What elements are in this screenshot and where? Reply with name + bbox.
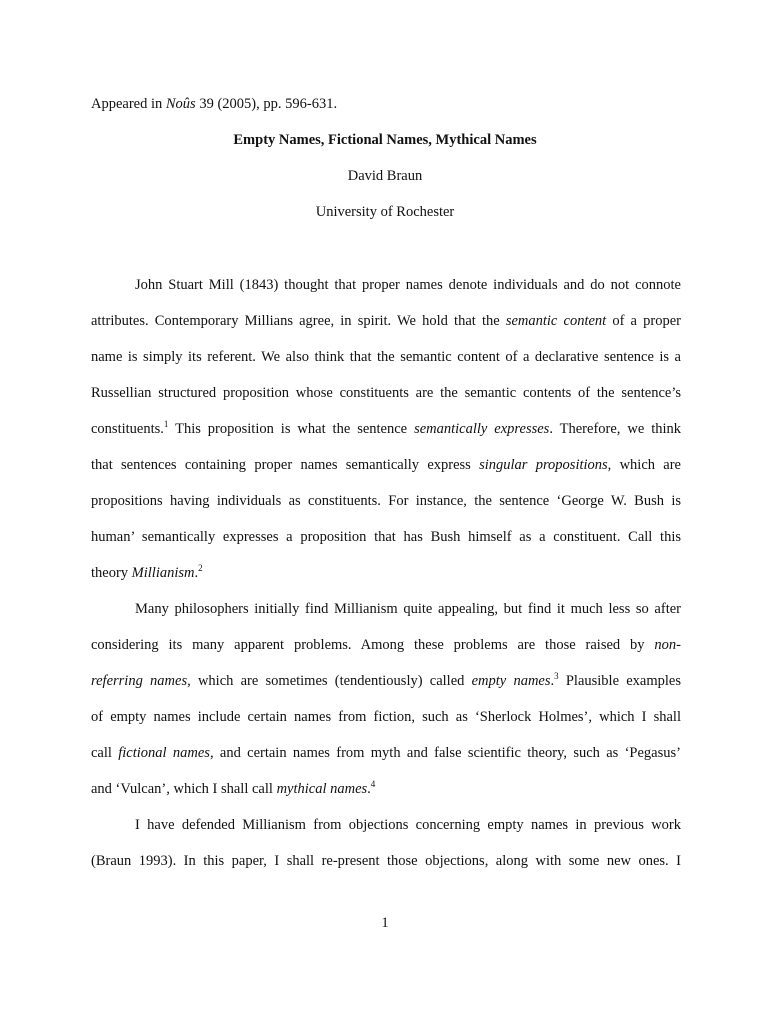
italic-term: Millianism <box>131 565 195 581</box>
text-run: , and certain names from myth and false scientific theory, such as ‘Pegasus’ <box>209 745 681 761</box>
journal-name: Noûs <box>165 96 196 112</box>
author-name: David Braun <box>347 168 423 184</box>
paper-title: Empty Names, Fictional Names, Mythical Names <box>233 132 537 148</box>
italic-term: semantically expresses <box>414 421 550 437</box>
footnote-ref-1[interactable]: 1 <box>163 419 169 429</box>
body-line-15 <box>91 780 681 798</box>
text-run: and ‘Vulcan’, which I shall call <box>91 781 277 797</box>
text-run: This proposition is what the sentence <box>168 421 415 437</box>
body-line-12 <box>91 672 681 690</box>
text-run: of a proper <box>606 313 681 329</box>
italic-term: semantic content <box>505 313 607 329</box>
body-line-8: human’ semantically expresses a proposition that has Bush himself as a constituent. Call this <box>91 529 681 545</box>
italic-term: non- <box>654 637 681 653</box>
body-line-16: I have defended Millianism from objections concerning empty names in previous work <box>135 817 681 833</box>
text-run: that sentences containing proper names semantically express <box>91 457 480 473</box>
text-run: theory <box>91 565 132 581</box>
citation-suffix: 39 (2005), pp. 596-631. <box>195 96 338 112</box>
text-run: , which are <box>607 457 681 473</box>
body-line-5 <box>91 420 681 438</box>
footnote-ref-2[interactable]: 2 <box>198 563 203 573</box>
text-run: attributes. Contemporary Millians agree, in spirit. We hold that the <box>91 313 506 329</box>
text-run: . Therefore, we think <box>549 421 682 437</box>
text-run: . <box>550 673 555 689</box>
body-line-10: Many philosophers initially find Millianism quite appealing, but find it much less so after <box>135 601 681 617</box>
author-affiliation: University of Rochester <box>315 204 455 220</box>
italic-term: empty names <box>471 673 551 689</box>
body-line-14 <box>91 744 681 762</box>
body-line-3: name is simply its referent. We also think that the semantic content of a declarative sentence is a <box>91 349 681 365</box>
text-run: constituents. <box>91 421 164 437</box>
text-run: considering its many apparent problems. Among these problems are those raised by <box>91 637 655 653</box>
body-line-9 <box>91 564 681 582</box>
body-line-13: of empty names include certain names from fiction, such as ‘Sherlock Holmes’, which I shall <box>91 709 681 725</box>
text-run: , which are sometimes (tendentiously) called <box>187 673 472 689</box>
body-line-1: John Stuart Mill (1843) thought that proper names denote individuals and do not connote <box>135 277 681 293</box>
text-run: . <box>367 781 371 797</box>
body-line-7: propositions having individuals as constituents. For instance, the sentence ‘George W. Bush is <box>91 493 681 509</box>
body-line-11 <box>91 636 681 654</box>
body-line-6 <box>91 456 681 474</box>
footnote-ref-4[interactable]: 4 <box>370 779 376 789</box>
citation-prefix: Appeared in <box>91 96 166 112</box>
body-line-17: (Braun 1993). In this paper, I shall re-present those objections, along with some new ones. I <box>91 853 681 869</box>
body-line-4: Russellian structured proposition whose constituents are the semantic contents of the sentence’s <box>91 385 681 401</box>
citation-line <box>91 95 337 113</box>
page-number: 1 <box>381 915 389 931</box>
text-run: . <box>194 565 199 581</box>
text-run: Plausible examples <box>558 673 682 689</box>
footnote-ref-3[interactable]: 3 <box>554 671 559 681</box>
italic-term: fictional names <box>118 745 210 761</box>
italic-term: referring names <box>91 673 188 689</box>
text-run: call <box>91 745 119 761</box>
italic-term: mythical names <box>276 781 368 797</box>
italic-term: singular propositions <box>479 457 608 473</box>
body-line-2 <box>91 312 681 330</box>
